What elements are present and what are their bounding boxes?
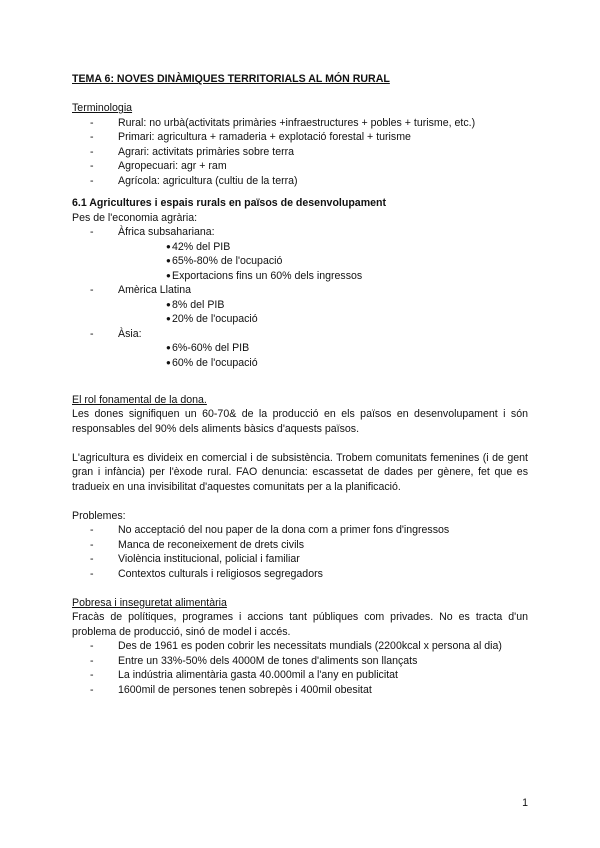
document-title: TEMA 6: NOVES DINÀMIQUES TERRITORIALS AL MÓN RURAL: [72, 73, 390, 85]
bullet-item: ● 8% del PIB: [166, 298, 225, 311]
list-item: - La indústria alimentària gasta 40.000mil a l'any en publicitat: [90, 669, 398, 681]
list-item: - Primari: agricultura + ramaderia + explotació forestal + turisme: [90, 131, 411, 143]
list-item: - No acceptació del nou paper de la dona com a primer fons d'ingressos: [90, 524, 450, 536]
list-item: - Rural: no urbà(activitats primàries +infraestructures + pobles + turisme, etc.): [90, 116, 476, 129]
bullet-item: ● 6%-60% del PIB: [166, 342, 250, 354]
list-item: - Agrícola: agricultura (cultiu de la terra): [90, 174, 298, 187]
list-item: - Manca de reconeixement de drets civils: [90, 538, 305, 551]
bullet-item: ● 65%-80% de l'ocupació: [166, 255, 283, 267]
problemes-heading: Problemes:: [72, 509, 126, 522]
terminologia-heading: Terminologia: [72, 102, 133, 114]
list-item: - Entre un 33%-50% dels 4000M de tones d'aliments son llançats: [90, 654, 418, 667]
rol-paragraph-2: L'agricultura es divideix en comercial i de subsistència. Trobem comunitats femenines (i de gent gran i infància) per l'èxode rural. FAO denuncia: escassetat de dades per gènere, fet que es tradueix en una invisibilitat d'aquestes comunitats per a la planificació.: [72, 451, 528, 493]
bullet-item: ● 42% del PIB: [166, 240, 231, 253]
section-6-1-intro: Pes de l'economia agrària:: [72, 211, 198, 224]
list-item: - Agrari: activitats primàries sobre terra: [90, 145, 295, 158]
rol-paragraph-1: Les dones signifiquen un 60-70& de la producció en els països en desenvolupament i són responsables del 90% dels aliments bàsics d'aquests països.: [72, 408, 528, 435]
region-africa: - Àfrica subsahariana:: [90, 226, 215, 238]
list-item: - 1600mil de persones tenen sobrepès i 400mil obesitat: [90, 683, 372, 696]
page-number: 1: [522, 797, 528, 809]
problemes-list: [72, 523, 528, 581]
document-page: [72, 72, 528, 697]
section-6-1-heading: 6.1 Agricultures i espais rurals en països de desenvolupament: [72, 197, 386, 209]
pobresa-heading: Pobresa i inseguretat alimentària: [72, 596, 227, 609]
pobresa-list: [72, 639, 528, 697]
list-item: - Contextos culturals i religiosos segregadors: [90, 567, 323, 580]
pobresa-paragraph: Fracàs de polítiques, programes i accions tant públiques com privades. No es tracta d'un problema de producció, sinó de model i accés.: [72, 611, 528, 638]
rol-heading: El rol fonamental de la dona.: [72, 393, 207, 406]
terminologia-list: [72, 116, 528, 189]
list-item: - Violència institucional, policial i familiar: [90, 553, 300, 565]
bullet-item: ● 60% de l'ocupació: [166, 356, 258, 369]
bullet-item: ● Exportacions fins un 60% dels ingressos: [166, 269, 363, 282]
region-america-llatina: - Amèrica Llatina: [90, 284, 192, 296]
list-item: - Des de 1961 es poden cobrir les necessitats mundials (2200kcal x persona al dia): [90, 640, 502, 652]
list-item: - Agropecuari: agr + ram: [90, 160, 227, 172]
bullet-item: ● 20% de l'ocupació: [166, 313, 258, 325]
region-asia: - Àsia:: [90, 327, 142, 340]
